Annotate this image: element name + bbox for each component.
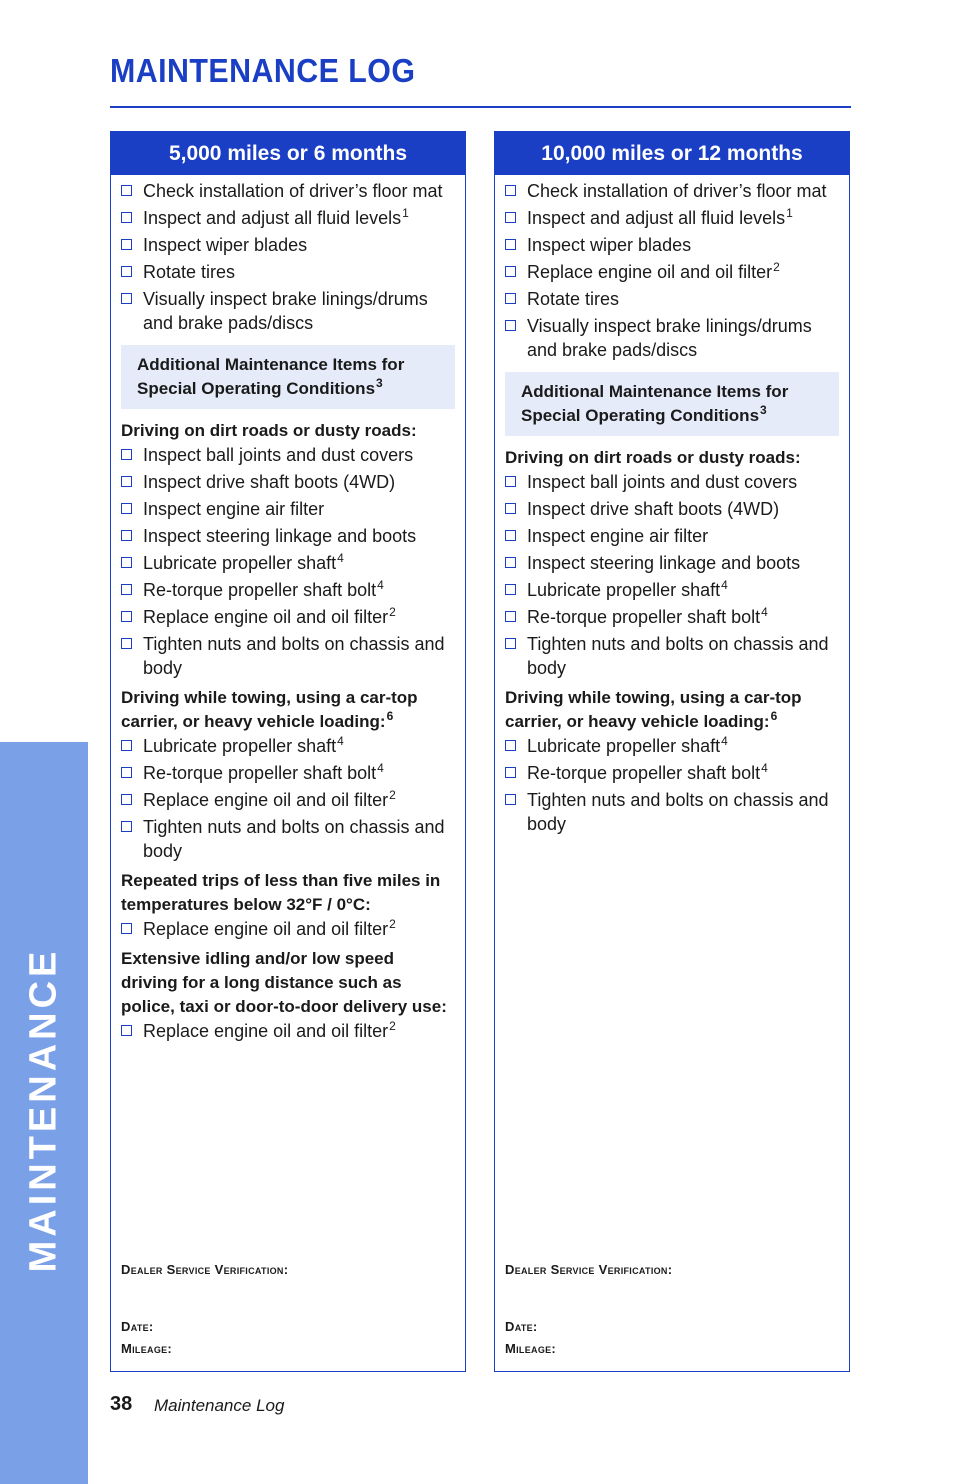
footnote-marker: 4 [761,605,768,619]
condition-heading-text: Driving on dirt roads or dusty roads: [121,421,417,440]
footnote-marker: 4 [761,761,768,775]
condition-heading [121,686,455,734]
checklist-item-text: Inspect steering linkage and boots [143,526,417,546]
footnote-marker: 4 [337,551,344,565]
footnote-marker: 2 [389,788,396,802]
footnote-marker: 2 [773,260,780,274]
checkbox[interactable] [121,638,132,649]
footnote-marker: 6 [386,709,394,724]
checkbox[interactable] [121,449,132,460]
checkbox[interactable] [121,293,132,304]
checkbox[interactable] [121,239,132,250]
date-label: Date: [121,1319,154,1334]
checklist-item-text: Check installation of driver’s floor mat [527,181,827,201]
footnote-marker: 2 [389,1019,396,1033]
checklist-item [505,578,839,602]
checklist-item [121,917,455,941]
checklist-item [121,578,455,602]
dealer-service-verification-label: Dealer Service Verification: [121,1262,289,1277]
panel-header: 10,000 miles or 12 months [495,132,849,175]
checklist-item [505,605,839,629]
checkbox[interactable] [121,185,132,196]
condition-heading-text: Driving on dirt roads or dusty roads: [505,448,801,467]
footnote-marker: 2 [389,917,396,931]
checklist-item [121,233,455,257]
checklist-item [505,314,839,362]
checklist-item [121,551,455,575]
checklist-item-text: Inspect drive shaft boots (4WD) [527,499,780,519]
checkbox[interactable] [121,821,132,832]
panel-5000-miles [110,131,466,1372]
footnote-marker: 4 [721,578,728,592]
condition-heading [121,869,455,917]
checklist-item [121,260,455,284]
checklist-item-text: Inspect wiper blades [527,235,692,255]
footer-label: Maintenance Log [154,1396,285,1415]
checklist-item-text: Tighten nuts and bolts on chassis and body [527,790,829,834]
checkbox[interactable] [505,740,516,751]
checklist-item [121,443,455,467]
checklist-item [505,233,839,257]
checkbox[interactable] [121,767,132,778]
checklist-item-text: Lubricate propeller shaft [527,580,721,600]
checklist-item-text: Inspect drive shaft boots (4WD) [143,472,396,492]
checklist-item [505,551,839,575]
checkbox[interactable] [121,611,132,622]
checklist-item-text: Re-torque propeller shaft bolt [527,607,761,627]
checklist-item-text: Tighten nuts and bolts on chassis and body [527,634,829,678]
checkbox[interactable] [505,557,516,568]
checklist-item [505,761,839,785]
checkbox[interactable] [505,767,516,778]
mileage-label: Mileage: [505,1341,557,1356]
checklist-item-text: Replace engine oil and oil filter [143,790,389,810]
checklist-item-text: Inspect ball joints and dust covers [527,472,798,492]
callout-text: Additional Maintenance Items for Special Operating Conditions [137,355,405,398]
mileage-label: Mileage: [121,1341,173,1356]
panel-body [495,175,849,836]
footnote-marker: 2 [389,605,396,619]
page-number: 38 [110,1393,133,1415]
special-conditions-callout [121,345,455,409]
condition-heading [121,419,455,443]
checklist-item-text: Re-torque propeller shaft bolt [527,763,761,783]
checklist-item-text: Lubricate propeller shaft [527,736,721,756]
panel-body [111,175,465,1043]
checklist-item [121,524,455,548]
checklist-item-text: Inspect engine air filter [527,526,709,546]
checklist-item-text: Replace engine oil and oil filter [143,1021,389,1041]
checkbox[interactable] [505,185,516,196]
checkbox[interactable] [505,530,516,541]
checkbox[interactable] [121,476,132,487]
checklist-item-text: Inspect steering linkage and boots [527,553,801,573]
footnote-marker: 1 [786,206,793,220]
checklist-item [121,605,455,629]
checklist-item [505,179,839,203]
title-divider [110,106,851,108]
footnote-marker: 3 [760,403,767,418]
checklist-item [121,788,455,812]
checklist-item [121,287,455,335]
date-label: Date: [505,1319,538,1334]
checklist-item [121,470,455,494]
checklist-item [505,206,839,230]
checklist-item-text: Inspect ball joints and dust covers [143,445,414,465]
checklist-item [505,788,839,836]
checklist-item-text: Visually inspect brake linings/drums and brake pads/discs [143,289,428,333]
checkbox[interactable] [505,320,516,331]
footnote-marker: 1 [402,206,409,220]
checklist-item [121,734,455,758]
checkbox[interactable] [505,611,516,622]
checklist-item-text: Re-torque propeller shaft bolt [143,763,377,783]
panel-header: 5,000 miles or 6 months [111,132,465,175]
checklist-item [121,206,455,230]
checklist-item [505,734,839,758]
checklist-item [505,287,839,311]
checklist-item-text: Inspect and adjust all fluid levels [527,208,786,228]
condition-heading-text: Extensive idling and/or low speed driving for a long distance such as police, taxi or door-to-door delivery use: [121,949,447,1016]
checklist-item [505,524,839,548]
checklist-item-text: Replace engine oil and oil filter [527,262,773,282]
checkbox[interactable] [121,923,132,934]
panel-10000-miles [494,131,850,1372]
condition-heading [505,446,839,470]
checklist-item [505,497,839,521]
checklist-item-text: Inspect and adjust all fluid levels [143,208,402,228]
checklist-item-text: Replace engine oil and oil filter [143,607,389,627]
checklist-item [505,470,839,494]
checkbox[interactable] [505,212,516,223]
checklist-item-text: Tighten nuts and bolts on chassis and body [143,817,445,861]
checkbox[interactable] [505,794,516,805]
checklist-item-text: Tighten nuts and bolts on chassis and body [143,634,445,678]
checkbox[interactable] [505,638,516,649]
checkbox[interactable] [121,740,132,751]
condition-heading-text: Repeated trips of less than five miles in temperatures below 32°F / 0°C: [121,871,441,914]
checkbox[interactable] [121,212,132,223]
checklist-item [121,179,455,203]
footnote-marker: 4 [337,734,344,748]
side-tab-label: MAINTENANCE [22,947,65,1273]
condition-heading-text: Driving while towing, using a car-top carrier, or heavy vehicle loading: [121,688,418,731]
checklist-item-text: Visually inspect brake linings/drums and brake pads/discs [527,316,812,360]
condition-heading [121,947,455,1019]
callout-text: Additional Maintenance Items for Special Operating Conditions [521,382,789,425]
checklist-item [121,632,455,680]
dealer-service-verification-label: Dealer Service Verification: [505,1262,673,1277]
checkbox[interactable] [121,1025,132,1036]
checkbox[interactable] [121,584,132,595]
checklist-item-text: Lubricate propeller shaft [143,553,337,573]
checklist-item-text: Re-torque propeller shaft bolt [143,580,377,600]
footnote-marker: 4 [377,578,384,592]
checkbox[interactable] [505,584,516,595]
checklist-item-text: Inspect engine air filter [143,499,325,519]
checklist-item-text: Inspect wiper blades [143,235,308,255]
checklist-item [121,815,455,863]
page-title: MAINTENANCE LOG [110,52,416,89]
checklist-item [505,260,839,284]
checkbox[interactable] [121,503,132,514]
checkbox[interactable] [121,557,132,568]
checklist-item-text: Rotate tires [527,289,620,309]
footnote-marker: 3 [376,376,383,391]
checklist-item [121,761,455,785]
footnote-marker: 4 [377,761,384,775]
checklist-item-text: Lubricate propeller shaft [143,736,337,756]
footnote-marker: 4 [721,734,728,748]
checkbox[interactable] [505,266,516,277]
checklist-item-text: Replace engine oil and oil filter [143,919,389,939]
checkbox[interactable] [121,794,132,805]
checklist-item [121,1019,455,1043]
checklist-item [505,632,839,680]
special-conditions-callout [505,372,839,436]
checkbox[interactable] [505,293,516,304]
checkbox[interactable] [121,266,132,277]
checklist-item [121,497,455,521]
condition-heading [505,686,839,734]
checkbox[interactable] [121,530,132,541]
checklist-item-text: Rotate tires [143,262,236,282]
condition-heading-text: Driving while towing, using a car-top carrier, or heavy vehicle loading: [505,688,802,731]
footnote-marker: 6 [770,709,778,724]
checkbox[interactable] [505,476,516,487]
checklist-item-text: Check installation of driver’s floor mat [143,181,443,201]
checkbox[interactable] [505,503,516,514]
checkbox[interactable] [505,239,516,250]
